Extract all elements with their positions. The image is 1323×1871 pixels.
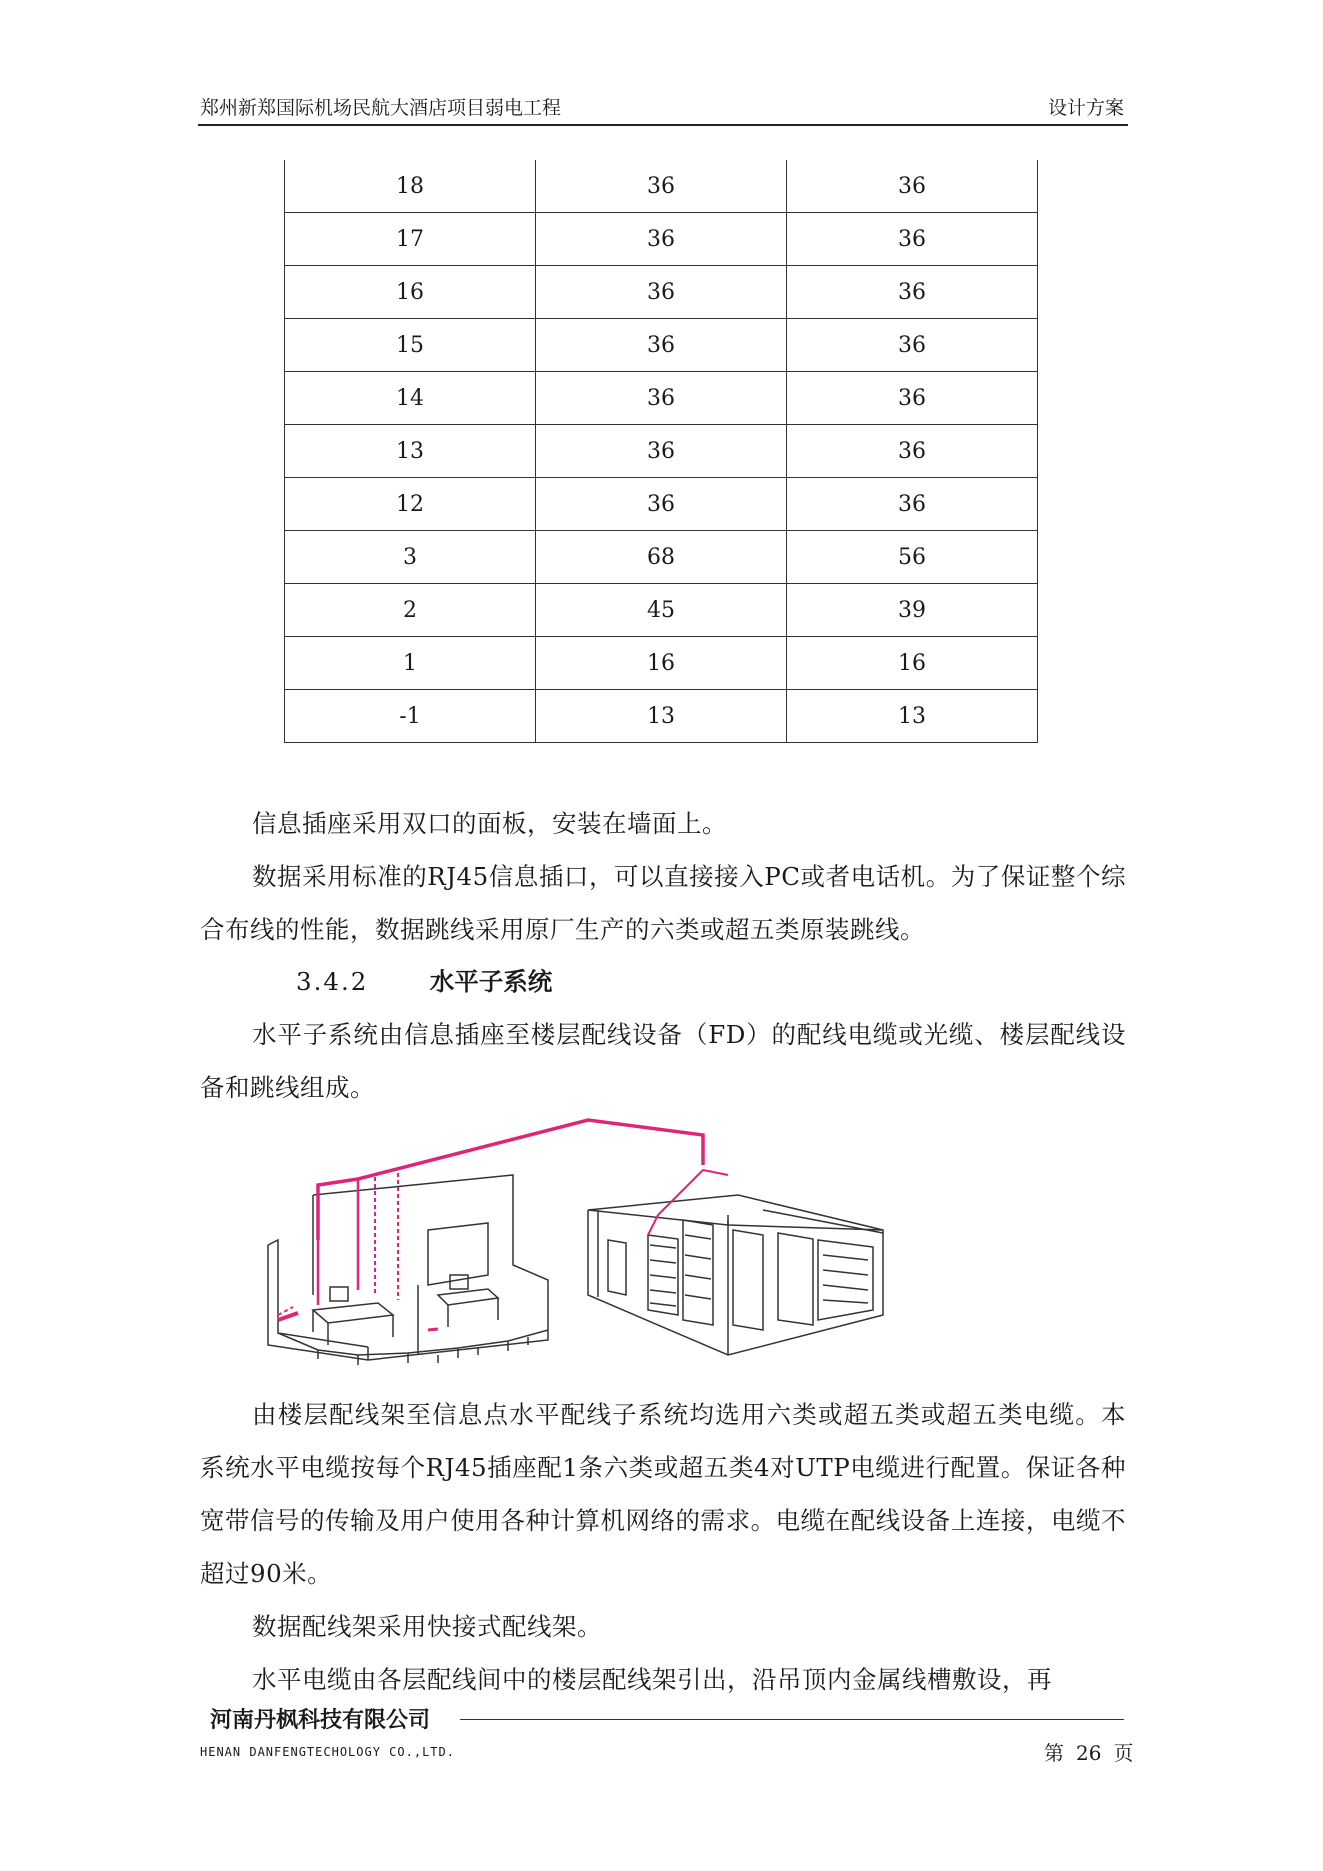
table-cell: 56 bbox=[787, 531, 1038, 584]
table-cell: 13 bbox=[285, 425, 536, 478]
table-cell: 36 bbox=[787, 213, 1038, 266]
table-cell: 16 bbox=[285, 266, 536, 319]
table-row bbox=[285, 425, 1038, 478]
table-cell: 36 bbox=[787, 319, 1038, 372]
table-cell: 2 bbox=[285, 584, 536, 637]
table-cell: 18 bbox=[285, 160, 536, 213]
header-doc-type: 设计方案 bbox=[1047, 97, 1124, 119]
paragraph-horizontal-cable: 由楼层配线架至信息点水平配线子系统均选用六类或超五类或超五类电缆。本系统水平电缆按每个RJ45插座配1条六类或超五类4对UTP电缆进行配置。保证各种宽带信号的传输及用户使用各种计算机网络的需求。电缆在配线设备上连接，电缆不超过90米。 bbox=[200, 1400, 1126, 1588]
table-cell: 36 bbox=[536, 478, 787, 531]
paragraph-rj45: 数据采用标准的RJ45信息插口，可以直接接入PC或者电话机。为了保证整个综合布线的性能，数据跳线采用原厂生产的六类或超五类原装跳线。 bbox=[200, 862, 1126, 944]
page-prefix: 第 bbox=[1044, 1741, 1064, 1765]
paragraph-socket-panel: 信息插座采用双口的面板，安装在墙面上。 bbox=[252, 809, 727, 838]
table-cell: 39 bbox=[787, 584, 1038, 637]
table-cell: 36 bbox=[536, 372, 787, 425]
page-header bbox=[198, 94, 1128, 126]
info-point-table bbox=[284, 160, 1038, 743]
section-number: 3.4.2 bbox=[296, 967, 369, 996]
table-cell: 15 bbox=[285, 319, 536, 372]
table-cell: 17 bbox=[285, 213, 536, 266]
table-cell: 36 bbox=[787, 372, 1038, 425]
table-row bbox=[285, 372, 1038, 425]
table-row bbox=[285, 584, 1038, 637]
table-cell: 16 bbox=[536, 637, 787, 690]
table-cell: 36 bbox=[787, 266, 1038, 319]
table-cell: 36 bbox=[787, 425, 1038, 478]
paragraph-cable-routing: 水平电缆由各层配线间中的楼层配线架引出，沿吊顶内金属线槽敷设，再 bbox=[252, 1665, 1052, 1694]
table-cell: 68 bbox=[536, 531, 787, 584]
table-row bbox=[285, 160, 1038, 213]
page-number bbox=[1038, 1737, 1139, 1766]
footer-divider bbox=[460, 1719, 1124, 1720]
table-row bbox=[285, 690, 1038, 743]
table-row bbox=[285, 213, 1038, 266]
table-cell: 13 bbox=[536, 690, 787, 743]
table-row bbox=[285, 319, 1038, 372]
footer-company-english: HENAN DANFENGTECHOLOGY CO.,LTD. bbox=[200, 1745, 455, 1759]
table-cell: 36 bbox=[787, 160, 1038, 213]
table-cell: 36 bbox=[536, 213, 787, 266]
paragraph-horizontal-def: 水平子系统由信息插座至楼层配线设备（FD）的配线电缆或光缆、楼层配线设备和跳线组成。 bbox=[200, 1020, 1126, 1102]
table-cell: 45 bbox=[536, 584, 787, 637]
horizontal-cabling-diagram bbox=[258, 1115, 918, 1385]
section-heading bbox=[296, 955, 552, 1008]
table-row bbox=[285, 531, 1038, 584]
paragraph-patch-panel: 数据配线架采用快接式配线架。 bbox=[252, 1612, 602, 1641]
table-cell: 14 bbox=[285, 372, 536, 425]
table-cell: 36 bbox=[536, 266, 787, 319]
table-cell: 1 bbox=[285, 637, 536, 690]
table-cell: 36 bbox=[787, 478, 1038, 531]
table-cell: 36 bbox=[536, 425, 787, 478]
page-suffix: 页 bbox=[1113, 1741, 1134, 1765]
table-cell: 12 bbox=[285, 478, 536, 531]
table-cell: 36 bbox=[536, 160, 787, 213]
table-cell: 36 bbox=[536, 319, 787, 372]
page-number-value: 26 bbox=[1076, 1741, 1102, 1765]
table-body bbox=[285, 160, 1038, 743]
table-cell: 13 bbox=[787, 690, 1038, 743]
table-row bbox=[285, 637, 1038, 690]
table-cell: -1 bbox=[285, 690, 536, 743]
table-cell: 3 bbox=[285, 531, 536, 584]
table-cell: 16 bbox=[787, 637, 1038, 690]
section-title: 水平子系统 bbox=[429, 967, 553, 996]
header-project-title: 郑州新郑国际机场民航大酒店项目弱电工程 bbox=[200, 97, 562, 119]
table-row bbox=[285, 266, 1038, 319]
table-row bbox=[285, 478, 1038, 531]
footer-company-name: 河南丹枫科技有限公司 bbox=[210, 1708, 431, 1733]
